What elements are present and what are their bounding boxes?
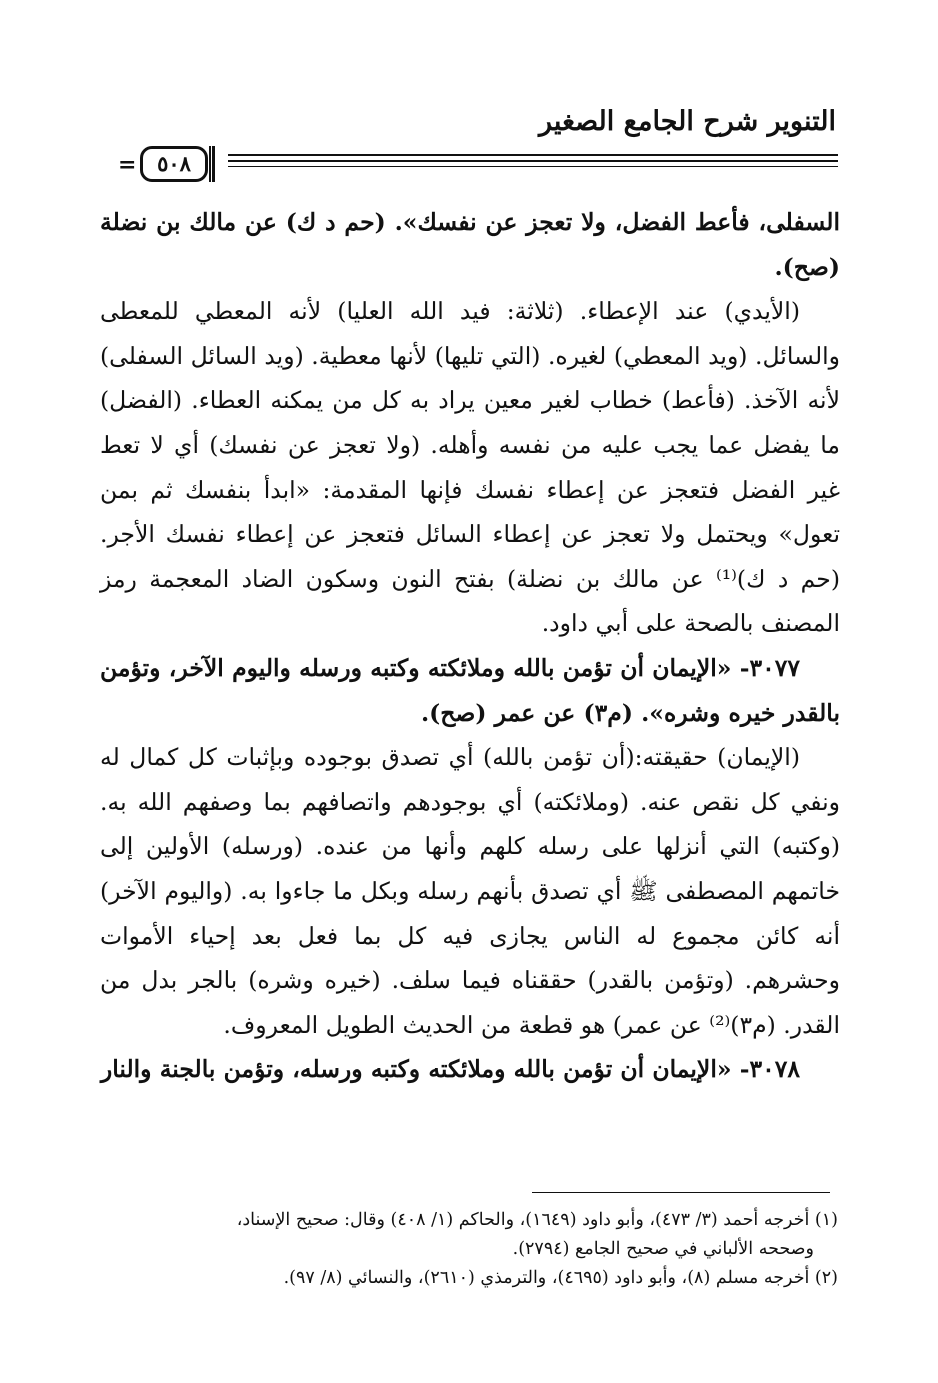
header-line-bottom xyxy=(228,166,838,167)
footnotes xyxy=(100,1206,838,1293)
hadith-3078: ٣٠٧٨- «الإيمان أن تؤمن بالله وملائكته وكتبه ورسله، وتؤمن بالجنة والنار xyxy=(100,1055,800,1084)
commentary-3076: (الأيدي) عند الإعطاء. (ثلاثة: فيد الله العليا) لأنه المعطي للمعطى والسائل. (ويد المعطي) لغيره. (التي تليها) لأنها معطية. (ويد السائل السفلى) لأنه الآخذ. (فأعط) خطاب لغير معين يراد به كل من يمكنه العطاء. (الفضل) ما يفضل عما يجب عليه من نفسه وأهله. (ولا تعجز عن نفسك) أي لا تعط غير الفضل فتعجز عن إعطاء نفسك فإنها المقدمة: «ابدأ بنفسك ثم بمن تعول» ويحتمل ولا تعجز عن إعطاء السائل فتعجز عن إعطاء نفسك الأجر. (حم د ك)⁽¹⁾ عن مالك بن نضلة) بفتح النون وسكون الضاد المعجمة رمز المصنف بالصحة على أبي داود. xyxy=(100,297,840,638)
header-line-top xyxy=(228,154,838,156)
header-line-middle xyxy=(228,160,838,162)
running-title: التنوير شرح الجامع الصغير xyxy=(539,106,836,137)
main-text xyxy=(100,200,840,1092)
footnote-1-continuation: وصححه الألباني في صحيح الجامع (٢٧٩٤). xyxy=(512,1239,814,1259)
hadith-continuation: السفلى، فأعط الفضل، ولا تعجز عن نفسك». (حم د ك) عن مالك بن نضلة (صح). xyxy=(100,208,840,281)
hadith-3077: ٣٠٧٧- «الإيمان أن تؤمن بالله وملائكته وكتبه ورسله واليوم الآخر، وتؤمن بالقدر خيره وشره». (م٣) عن عمر (صح). xyxy=(100,653,840,727)
header-rule xyxy=(100,146,838,186)
header-mark: = xyxy=(118,152,137,178)
footnote-2: (٢) أخرجه مسلم (٨)، وأبو داود (٤٦٩٥)، والترمذي (٢٦١٠)، والنسائي (٨/ ٩٧). xyxy=(283,1268,838,1288)
commentary-3077: (الإيمان) حقيقته:(أن تؤمن بالله) أي تصدق بوجوده وبإثبات كل كمال له ونفي كل نقص عنه. (وملائكته) أي بوجودهم واتصافهم بما وصفهم الله به. (وكتبه) التي أنزلها على رسله كلهم وأنها من عنده. (ورسله) الأولين إلى خاتمهم المصطفى ﷺ أي تصدق بأنهم رسله وبكل ما جاءوا به. (واليوم الآخر) أنه كائن مجموع له الناس يجازى فيه كل بما فعل بعد إحياء الأموات وحشرهم. (وتؤمن بالقدر) حققناه فيما سلف. (خيره وشره) بالجر بدل من القدر. (م٣)⁽²⁾ عن عمر) هو قطعة من الحديث الطويل المعروف. xyxy=(100,743,840,1039)
page-number: ٥٠٨ xyxy=(140,146,208,182)
footnote-separator xyxy=(532,1192,830,1193)
footnote-1: (١) أخرجه أحمد (٣/ ٤٧٣)، وأبو داود (١٦٤٩)، والحاكم (١/ ٤٠٨) وقال: صحيح الإسناد، xyxy=(236,1210,838,1230)
